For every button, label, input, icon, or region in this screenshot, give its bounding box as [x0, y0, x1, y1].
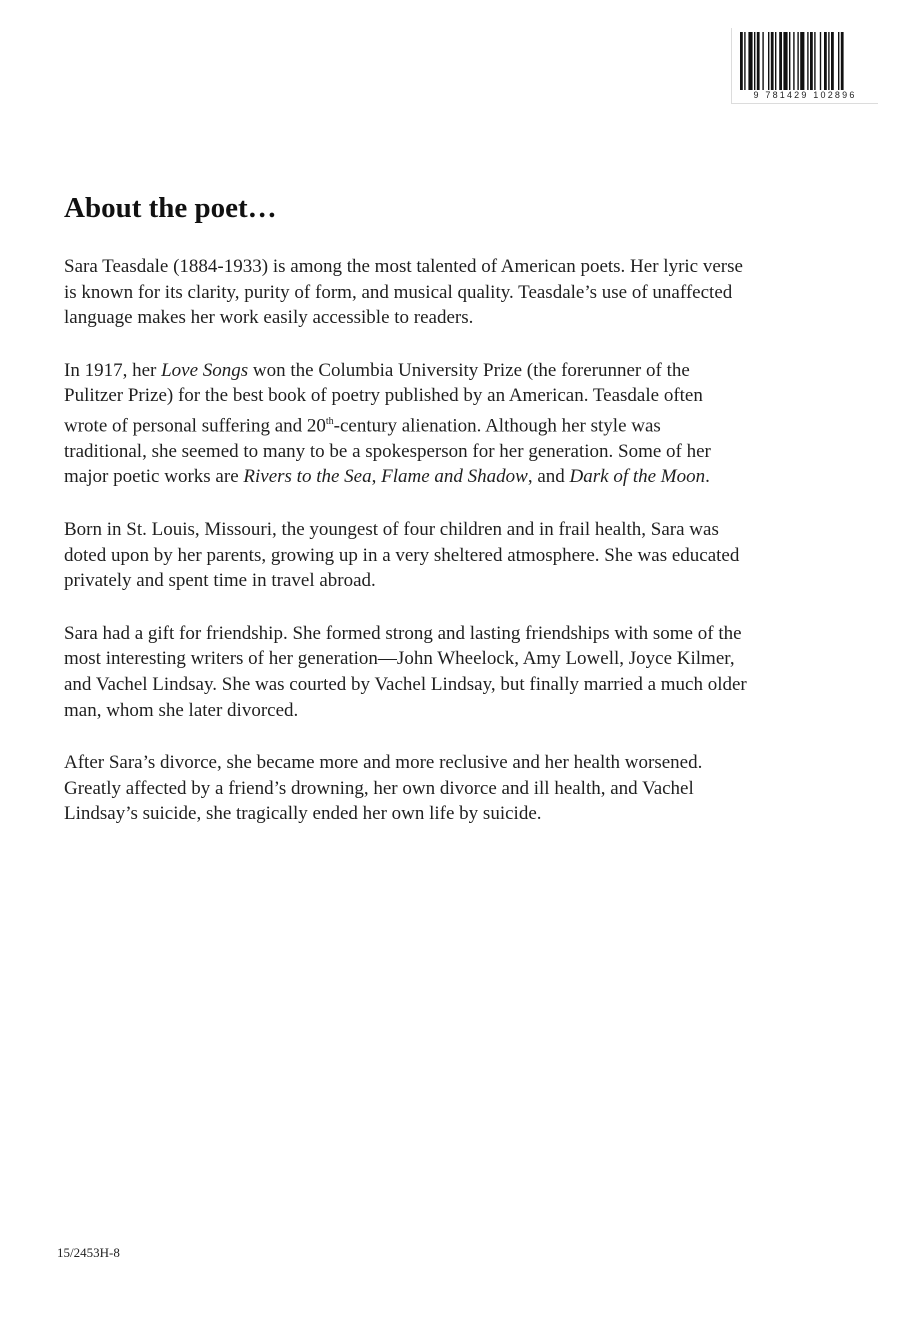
text-line: man, whom she later divorced. [64, 699, 299, 721]
text-line [64, 409, 844, 439]
text-line: doted upon by her parents, growing up in a very sheltered atmosphere. She was educated [64, 544, 740, 566]
text-line: privately and spent time in travel abroad. [64, 570, 376, 592]
text-run: . [705, 466, 710, 488]
barcode-bar [740, 32, 743, 90]
text-run: -century alienation. Although her style was [333, 415, 661, 437]
barcode-bar [775, 32, 776, 90]
text-run: wrote of personal suffering and 20 [64, 415, 326, 437]
text-run: major poetic works are [64, 466, 244, 488]
paragraph-childhood [64, 517, 844, 594]
barcode-bar [793, 32, 794, 90]
text-line: Sara had a gift for friendship. She formed strong and lasting friendships with some of the [64, 622, 742, 644]
text-line: traditional, she seemed to many to be a spokesperson for her generation. Some of her [64, 440, 711, 462]
text-line: Lindsay’s suicide, she tragically ended her own life by suicide. [64, 803, 542, 825]
book-title-rivers: Rivers to the Sea [243, 466, 372, 488]
text-run: , and [527, 466, 570, 488]
barcode-bar [807, 32, 808, 90]
paragraph-friendships [64, 621, 844, 723]
book-title-love-songs: Love Songs [161, 359, 249, 381]
text-line: most interesting writers of her generation—John Wheelock, Amy Lowell, Joyce Kilmer, [64, 648, 735, 670]
poet-biography [64, 254, 844, 854]
barcode-bar [820, 32, 821, 90]
catalog-code: 15/2453H-8 [57, 1245, 120, 1260]
text-line: Greatly affected by a friend’s drowning, her own divorce and ill health, and Vachel [64, 777, 694, 799]
text-line: language makes her work easily accessible to readers. [64, 307, 474, 329]
text-line [64, 464, 844, 490]
barcode-bar [810, 32, 813, 90]
barcode-bar [800, 32, 804, 90]
barcode-bar [824, 32, 827, 90]
barcode-digits: 9 781429 102896 [753, 90, 857, 100]
barcode-bar [748, 32, 752, 90]
book-title-flame: Flame and Shadow [381, 466, 528, 488]
barcode-bar [831, 32, 834, 90]
barcode-bar [838, 32, 839, 90]
ordinal-suffix: th [325, 415, 334, 427]
barcode-bar [841, 32, 844, 90]
barcode-bar [762, 32, 763, 90]
text-line: and Vachel Lindsay. She was courted by Vachel Lindsay, but finally married a much older [64, 674, 747, 696]
text-run: , [371, 466, 382, 488]
text-run: In 1917, her [64, 359, 162, 381]
barcode-bar [783, 32, 787, 90]
barcode-bars [740, 32, 868, 90]
barcode-bar [797, 32, 798, 90]
text-line: Pulitzer Prize) for the best book of poetry published by an American. Teasdale often [64, 385, 703, 407]
paragraph-intro [64, 254, 844, 331]
barcode-bar [828, 32, 829, 90]
text-run: won the Columbia University Prize (the forerunner of the [248, 359, 690, 381]
barcode-bar [754, 32, 755, 90]
text-line: After Sara’s divorce, she became more and more reclusive and her health worsened. [64, 752, 703, 774]
isbn-barcode [731, 28, 878, 104]
text-line: Sara Teasdale (1884-1933) is among the most talented of American poets. Her lyric verse [64, 256, 743, 277]
book-title-dark-moon: Dark of the Moon [569, 466, 706, 488]
barcode-bar [779, 32, 782, 90]
paragraph-love-songs [64, 358, 844, 490]
text-line [64, 358, 844, 384]
barcode-bar [789, 32, 790, 90]
barcode-bar [757, 32, 760, 90]
barcode-bar [814, 32, 815, 90]
text-line: Born in St. Louis, Missouri, the youngest of four children and in frail health, Sara was [64, 519, 719, 541]
text-line: is known for its clarity, purity of form, and musical quality. Teasdale’s use of unaffected [64, 281, 733, 303]
barcode-graphic [740, 32, 868, 90]
barcode-bar [768, 32, 769, 90]
barcode-bar [744, 32, 745, 90]
page-title: About the poet… [64, 192, 277, 224]
barcode-bar [771, 32, 774, 90]
paragraph-later-life [64, 750, 844, 827]
